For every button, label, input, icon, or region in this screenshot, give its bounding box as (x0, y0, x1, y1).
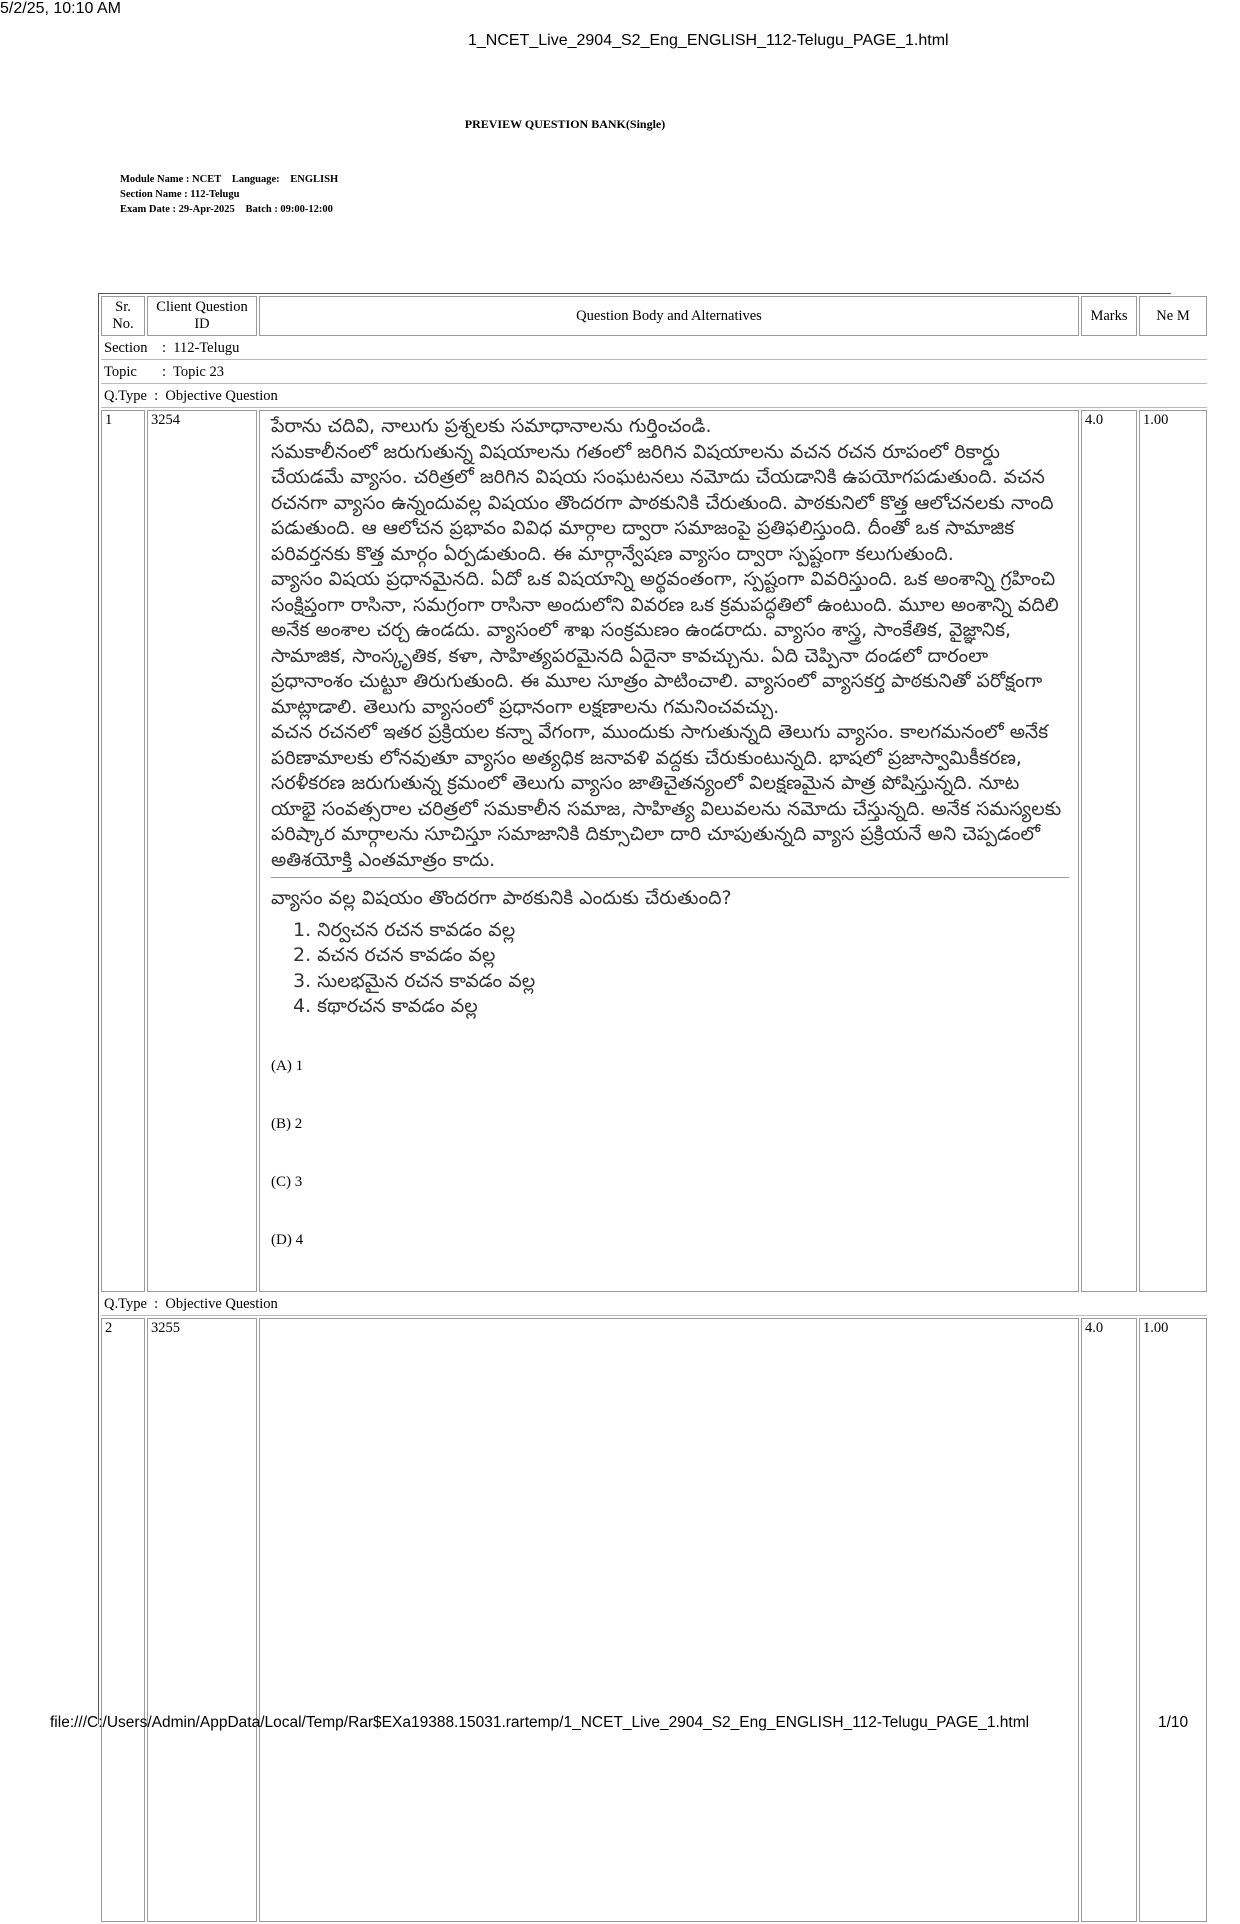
exam-date: Exam Date : 29-Apr-2025 (120, 204, 235, 215)
qtype-row (101, 386, 1207, 408)
alternative-a: (A) 1 (271, 1057, 304, 1074)
divider (271, 877, 1069, 878)
separator: : (162, 340, 167, 356)
table-header-row (101, 296, 1207, 336)
qtype-row (101, 1294, 1207, 1316)
qtype-label: Q.Type (104, 1295, 147, 1312)
document-title: PREVIEW QUESTION BANK(Single) (464, 117, 666, 131)
language-label: Language: (231, 174, 280, 185)
question-negative-marks: 1.00 (1139, 410, 1207, 1292)
option-item: 3. సులభమైన రచన కావడం వల్ల (293, 969, 536, 992)
module-name: Module Name : NCET (120, 174, 222, 185)
question-negative-marks: 1.00 (1139, 1318, 1207, 1922)
separator: : (154, 1295, 159, 1312)
passage-paragraph: వ్యాసం విషయ ప్రధానమైనది. ఏదో ఒక విషయాన్ని అర్థవంతంగా, స్పష్టంగా వివరిస్తుంది. ఒక అంశాన్ని గ్రహించి సంక్షిప్తంగా రాసినా, సమగ్రంగా రాసినా అందులోని వివరణ ఒక క్రమపద్ధతిలో ఉంటుంది. మూల అంశాన్ని వదిలి అనేక అంశాల చర్చ ఉండదు. వ్యాసంలో శాఖ సంక్రమణం ఉండరాదు. వ్యాసం శాస్త్ర, సాంకేతిక, వైజ్ఞానిక, సామాజిక, సాంస్కృతిక, కళా, సాహిత్యపరమైనది ఏదైనా కావచ్చును. ఏది చెప్పినా దండలో దారంలా ప్రధానాంశం చుట్టూ తిరుగుతుంది. ఈ మూల సూత్రం పాటించాలి. వ్యాసంలో వ్యాసకర్త పాఠకునితో పరోక్షంగా మాట్లాడాలి. తెలుగు వ్యాసంలో ప్రధానంగా లక్షణాలను గమనించవచ్చు. (271, 568, 1059, 718)
alternative-b: (B) 2 (271, 1115, 303, 1132)
passage-paragraph: వచన రచనలో ఇతర ప్రక్రియల కన్నా వేగంగా, ముందుకు సాగుతున్నది తెలుగు వ్యాసం. కాలగమనంలో అనేక పరిణామాలకు లోనవుతూ వ్యాసం అత్యధిక జనావళి వద్దకు చేరుకుంటున్నది. భాషలో ప్రజాస్వామికీకరణ, సరళీకరణ జరుగుతున్న క్రమంలో తెలుగు వ్యాసం జాతిచైతన్యంలో విలక్షణమైన పాత్ర పోషిస్తున్నది. నూట యాభై సంవత్సరాల చరిత్రలో సమకాలీన సమాజ, సాహిత్య విలువలను నమోదు చేస్తున్నది. అనేక సమస్యలకు పరిష్కార మార్గాలను సూచిస్తూ సమాజానికి దిక్సూచిలా దారి చూపుతున్నది వ్యాస ప్రక్రియనే అని చెప్పడంలో అతిశయోక్తి ఎంతమాత్రం కాదు. (271, 721, 1062, 871)
question-row (101, 410, 1207, 1292)
header-question-body: Question Body and Alternatives (259, 296, 1079, 336)
header-sr-no: Sr. No. (101, 296, 145, 336)
alternatives (263, 1058, 1075, 1290)
topic-row (101, 362, 1207, 384)
question-marks: 4.0 (1081, 410, 1137, 1292)
question-client-id: 3255 (147, 1318, 257, 1922)
question-passage (263, 412, 1075, 1022)
option-item: 4. కథారచన కావడం వల్ల (293, 995, 478, 1017)
option-item: 1. నిర్వచన రచన కావడం వల్ల (293, 918, 516, 941)
section-label: Section (104, 340, 148, 356)
header-negative-marks: Ne M (1139, 296, 1207, 336)
print-file-title: 1_NCET_Live_2904_S2_Eng_ENGLISH_112-Telugu_PAGE_1.html (468, 32, 949, 49)
qtype-value: Objective Question (165, 1295, 278, 1312)
header-client-question-id: Client Question ID (147, 296, 257, 336)
qtype-label: Q.Type (104, 388, 147, 404)
question-text: వ్యాసం వల్ల విషయం తొందరగా పాఠకునికి ఎందుకు చేరుతుంది? (271, 887, 732, 909)
section-row (101, 338, 1207, 360)
topic-label: Topic (104, 364, 137, 380)
print-file-path: file:///C:/Users/Admin/AppData/Local/Temp/Rar$EXa19388.15031.rartemp/1_NCET_Live_2904_S2_Eng_ENGLISH_112-Telugu_PAGE_1.html (50, 1714, 1030, 1731)
question-row (101, 1318, 1207, 1922)
option-item: 2. వచన రచన కావడం వల్ల (293, 944, 496, 966)
qtype-value: Objective Question (165, 388, 278, 404)
question-body (259, 410, 1079, 1292)
passage-instruction: పేరాను చదివి, నాలుగు ప్రశ్నలకు సమాధానాలను గుర్తించండి. (271, 415, 712, 437)
topic-value: Topic 23 (173, 364, 224, 380)
alternative-c: (C) 3 (271, 1173, 303, 1190)
language-value: ENGLISH (290, 174, 339, 185)
exam-metadata (120, 172, 338, 217)
question-sr-no: 1 (101, 410, 145, 1292)
print-datetime: 5/2/25, 10:10 AM (0, 0, 121, 17)
section-name: Section Name : 112-Telugu (120, 189, 240, 200)
separator: : (162, 364, 167, 380)
question-marks: 4.0 (1081, 1318, 1137, 1922)
section-value: 112-Telugu (173, 340, 240, 356)
alternative-d: (D) 4 (271, 1231, 304, 1248)
question-sr-no: 2 (101, 1318, 145, 1922)
question-client-id: 3254 (147, 410, 257, 1292)
question-body (259, 1318, 1079, 1922)
header-marks: Marks (1081, 296, 1137, 336)
passage-paragraph: సమకాలీనంలో జరుగుతున్న విషయాలను గతంలో జరిగిన విషయాలను వచన రచన రూపంలో రికార్డు చేయడమే వ్యాసం. చరిత్రలో జరిగిన విషయ సంఘటనలు నమోదు చేయడానికి ఉపయోగపడుతుంది. వచన రచనగా వ్యాసం ఉన్నందువల్ల విషయం తొందరగా పాఠకునికి చేరుతుంది. పాఠకునిలో కొత్త ఆలోచనలకు నాంది పడుతుంది. ఆ ఆలోచన ప్రభావం వివిధ మార్గాల ద్వారా సమాజంపై ప్రతిఫలిస్తుంది. దీంతో ఒక సామాజిక పరివర్తనకు కొత్త మార్గం ఏర్పడుతుంది. ఈ మార్గాన్వేషణ వ్యాసం ద్వారా స్పష్టంగా కలుగుతుంది. (271, 440, 1054, 565)
option-list (271, 918, 1069, 1020)
separator: : (154, 388, 159, 404)
batch: Batch : 09:00-12:00 (245, 204, 333, 215)
print-page-number: 1/10 (1158, 1714, 1189, 1731)
